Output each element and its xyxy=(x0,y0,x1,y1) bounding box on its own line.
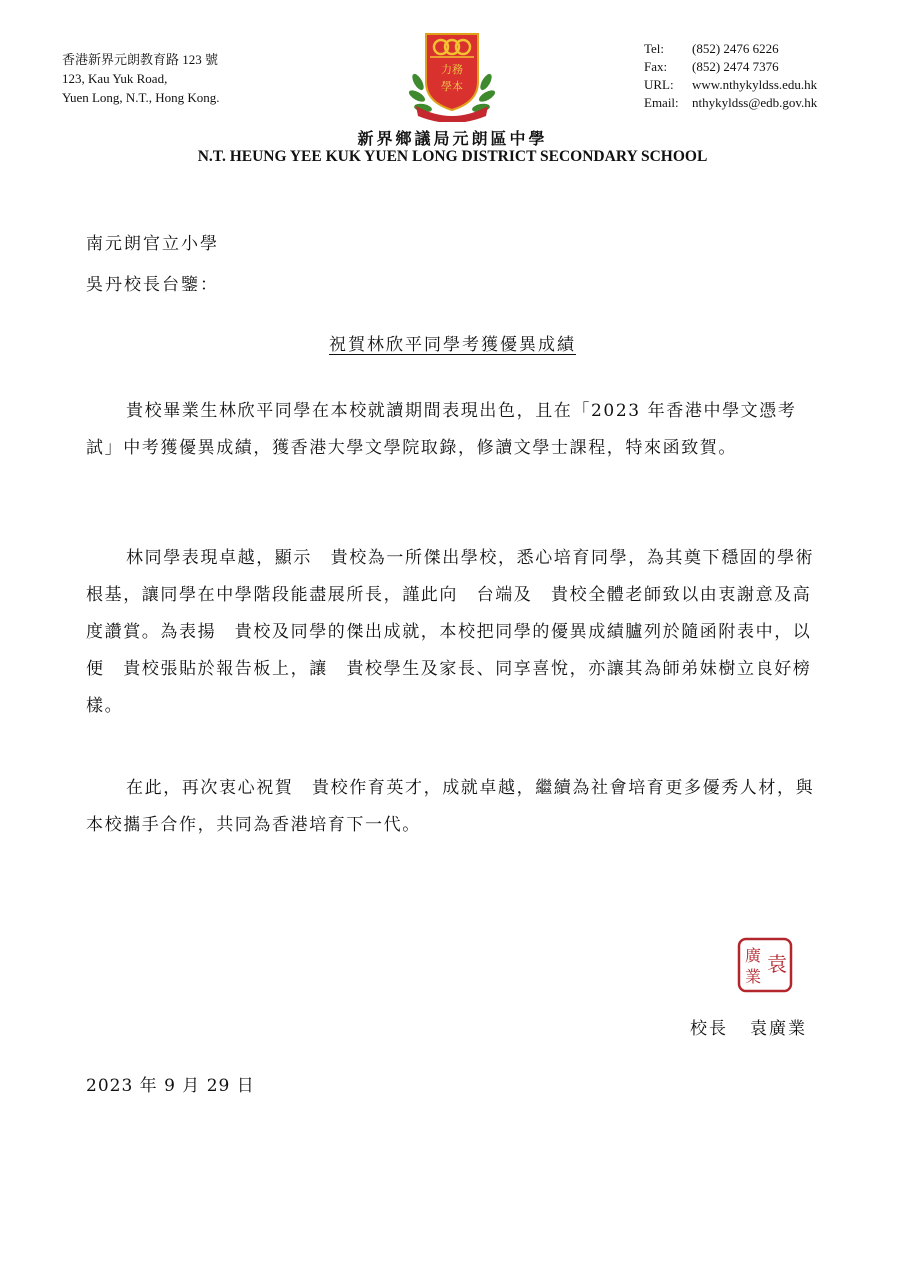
address-line: 香港新界元朗教育路 123 號 xyxy=(62,52,219,67)
recipient-salutation: 吳丹校長台鑒： xyxy=(86,275,219,295)
contact-label: URL: xyxy=(644,77,674,92)
contact-row-fax xyxy=(644,58,817,76)
body-paragraph-1: 貴校畢業生林欣平同學在本校就讀期間表現出色，且在「2023 年香港中學文憑考試」中考獲優異成績，獲香港大學文學院取錄，修讀文學士課程，特來函致賀。 xyxy=(86,401,797,458)
school-crest-icon xyxy=(408,30,496,122)
signature-block xyxy=(690,1014,807,1039)
contact-value[interactable]: www.nthykyldss.edu.hk xyxy=(692,77,818,92)
body-paragraph-2: 林同學表現卓越，顯示 貴校為一所傑出學校，悉心培育同學，為其奠下穩固的學術根基，讓同學在中學階段能盡展所長，謹此向 台端及 貴校全體老師致以由衷謝意及高度讚賞。為表揚 貴校及同學的傑出成就，本校把同學的優異成績臚列於隨函附表中，以便 貴校張貼於報告板上，讓 貴校學生及家長、同享喜悅，亦讓其為師弟妹樹立良好榜樣。 xyxy=(86,548,815,716)
letter-date: 2023 年 9 月 29 日 xyxy=(86,1076,255,1096)
letter-subject xyxy=(0,330,905,355)
recipient-school: 南元朗官立小學 xyxy=(86,234,219,254)
principal-seal-icon xyxy=(737,937,793,993)
school-address xyxy=(62,50,220,107)
body-paragraph-3: 在此，再次衷心祝賀 貴校作育英才，成就卓越，繼續為社會培育更多優秀人材，與本校攜手合作，共同為香港培育下一代。 xyxy=(86,778,815,835)
school-name-chinese: 新界鄉議局元朗區中學 xyxy=(357,129,548,148)
contact-block xyxy=(644,40,817,112)
address-line: 123, Kau Yuk Road, xyxy=(62,71,168,86)
seal-char: 業 xyxy=(744,967,762,986)
contact-label: Fax: xyxy=(644,59,668,74)
school-name-english: N.T. HEUNG YEE KUK YUEN LONG DISTRICT SECONDARY SCHOOL xyxy=(197,148,708,165)
contact-label: Tel: xyxy=(644,41,665,56)
contact-row-tel xyxy=(644,40,817,58)
crest-motto-top: 力務 xyxy=(441,63,463,76)
contact-row-email xyxy=(644,94,817,112)
signature-name: 袁廣業 xyxy=(750,1019,807,1039)
contact-label: Email: xyxy=(644,95,679,110)
signature-title: 校長 xyxy=(690,1019,728,1039)
crest-motto-bottom: 學本 xyxy=(441,80,463,93)
contact-row-url xyxy=(644,76,817,94)
address-line: Yuen Long, N.T., Hong Kong. xyxy=(62,90,220,105)
letter-subject-text: 祝賀林欣平同學考獲優異成績 xyxy=(329,335,576,355)
seal-char: 廣 xyxy=(744,946,762,965)
contact-value: (852) 2476 6226 xyxy=(692,41,779,56)
contact-value: (852) 2474 7376 xyxy=(692,59,779,74)
contact-value[interactable]: nthykyldss@edb.gov.hk xyxy=(692,95,818,110)
seal-char: 袁 xyxy=(767,952,787,976)
